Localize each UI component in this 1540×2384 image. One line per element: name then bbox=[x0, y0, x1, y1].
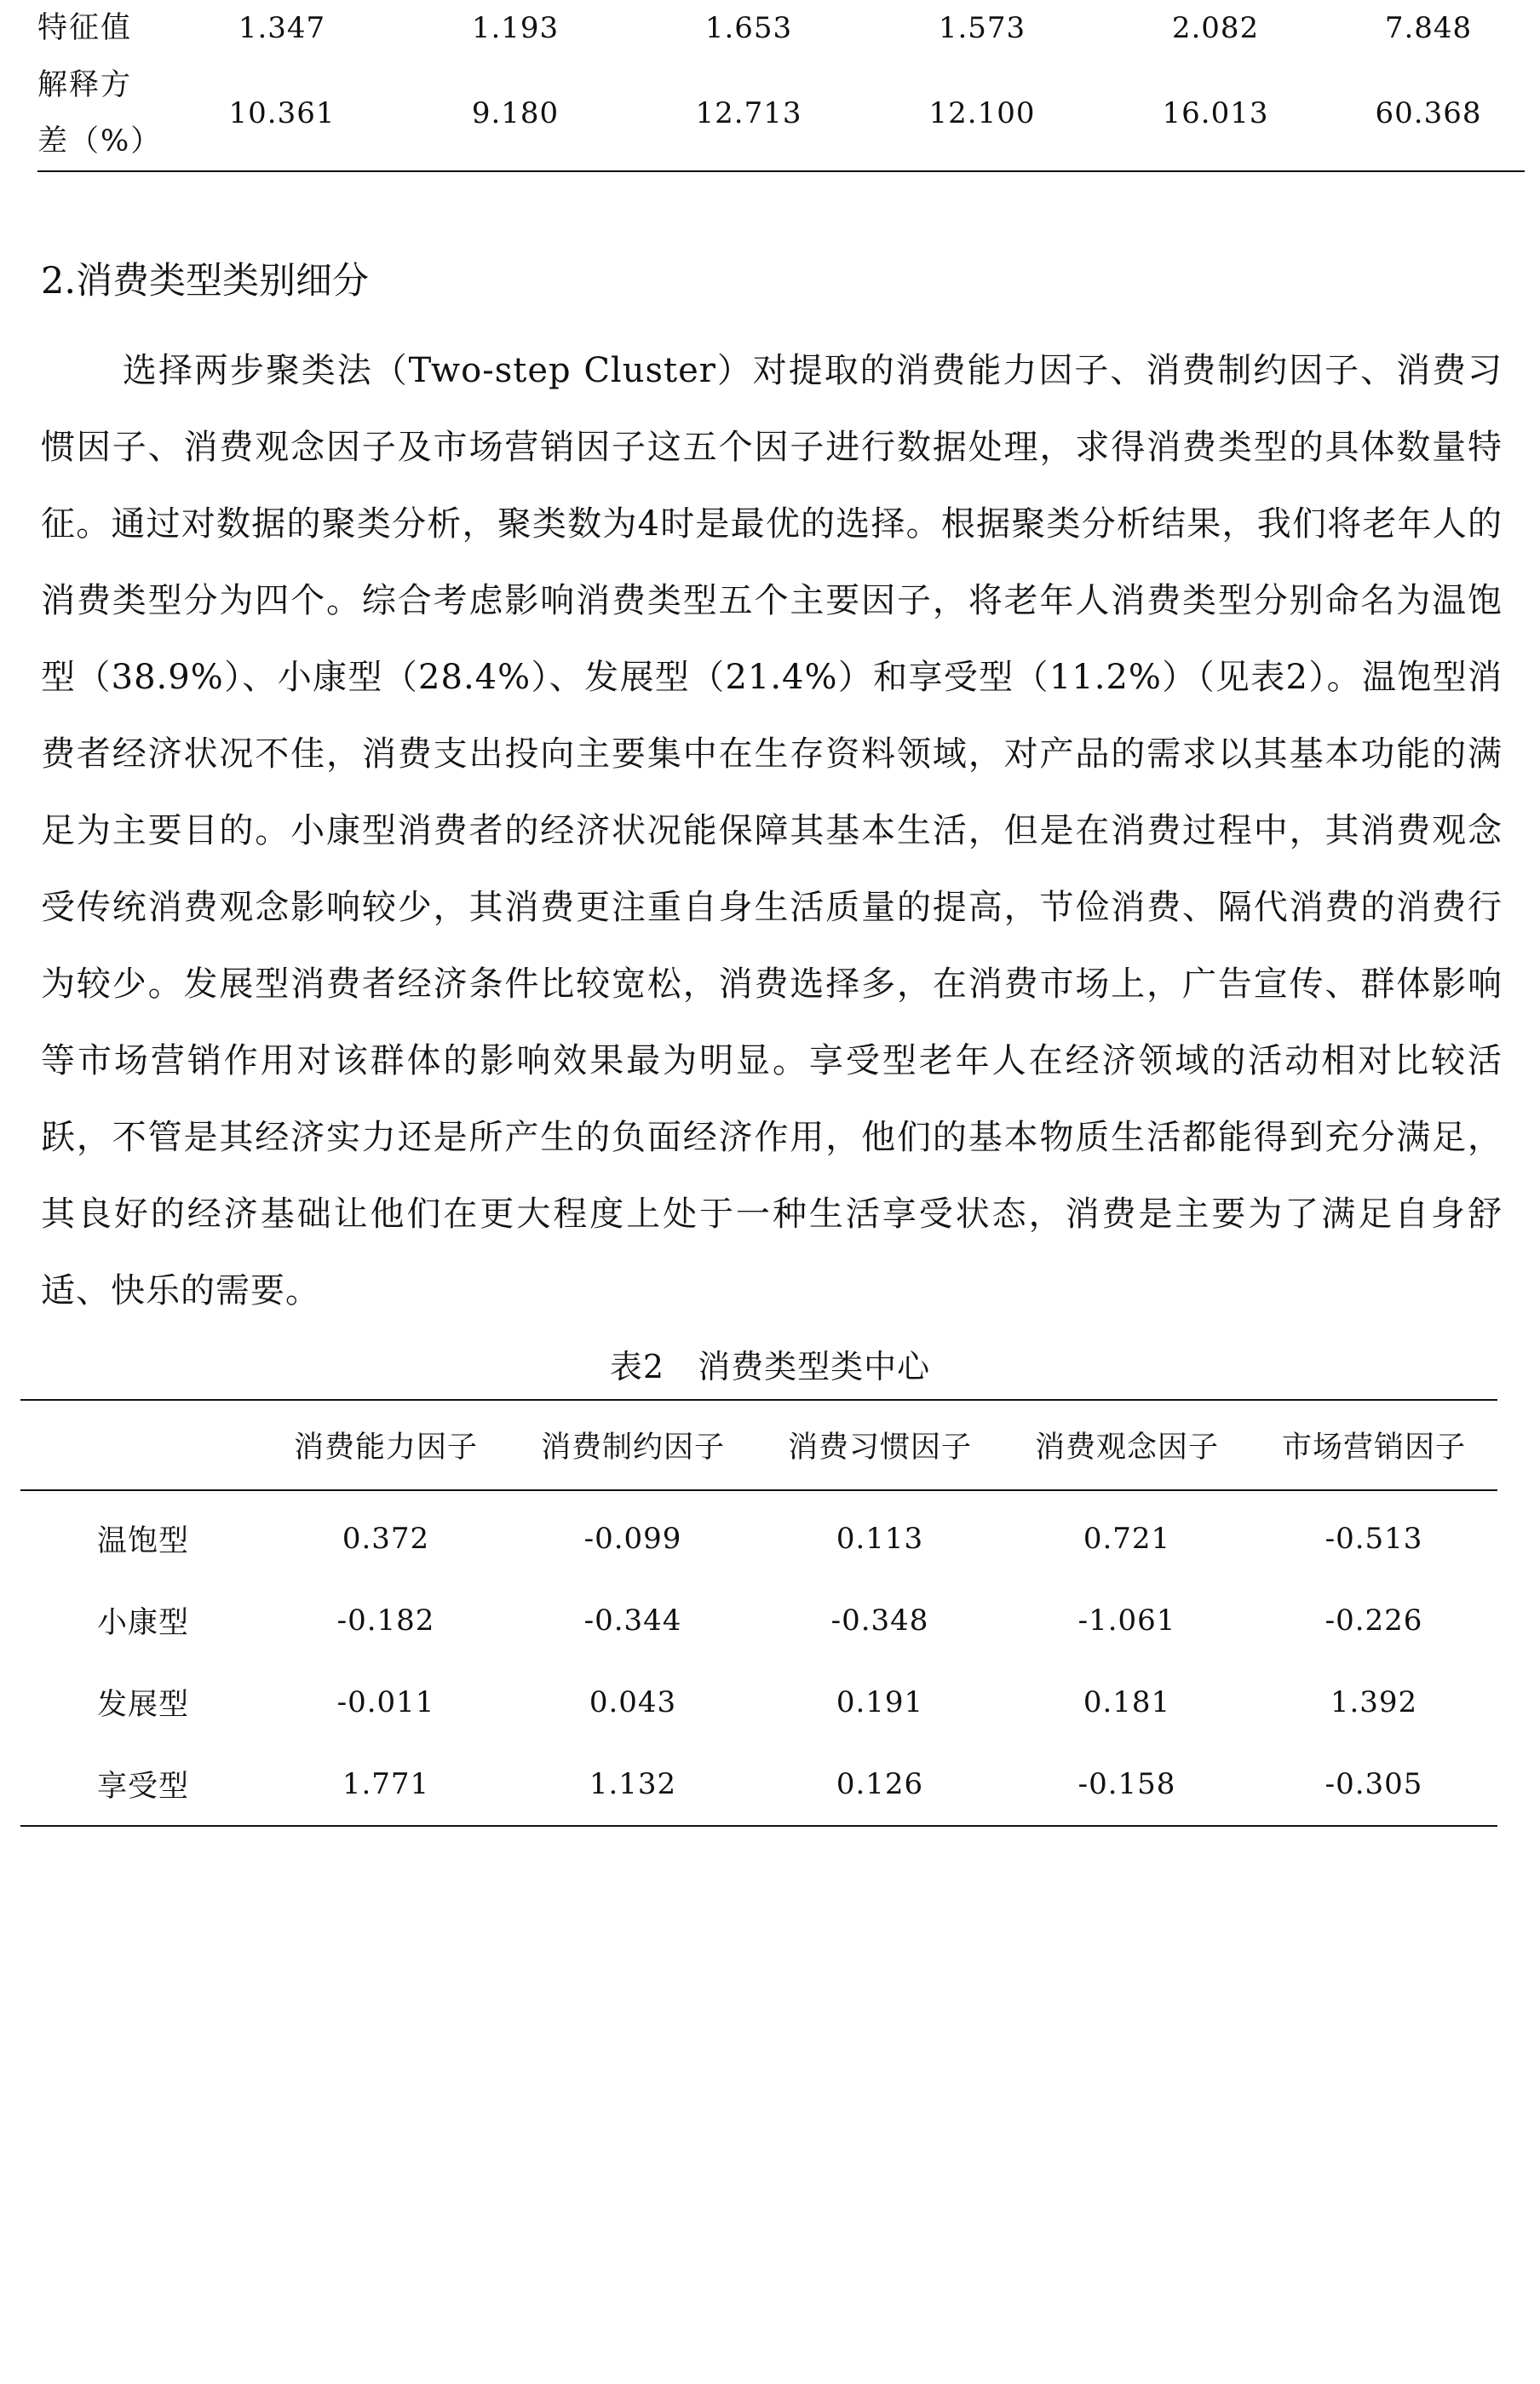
table-cell: -0.011 bbox=[336, 1685, 435, 1719]
table-cell: -1.061 bbox=[1077, 1604, 1176, 1638]
table-row bbox=[20, 1661, 1497, 1743]
row-label bbox=[37, 0, 165, 56]
table-cell: -0.305 bbox=[1325, 1767, 1423, 1801]
table-cell: 1.653 bbox=[704, 11, 793, 45]
body-paragraph: 选择两步聚类法（Two-step Cluster）对提取的消费能力因子、消费制约因子、消费习惯因子、消费观念因子及市场营销因子这五个因子进行数据处理，求得消费类型的具体数量特征。通过对数据的聚类分析，聚类数为4时是最优的选择。根据聚类分析结果，我们将老年人的消费类型分为四个。综合考虑影响消费类型五个主要因子，将老年人消费类型分别命名为温饱型（38.9%）、小康型（28.4%）、发展型（21.4%）和享受型（11.2%）（见表2）。温饱型消费者经济状况不佳，消费支出投向主要集中在生存资料领域，对产品的需求以其基本功能的满足为主要目的。小康型消费者的经济状况能保障其基本生活，但是在消费过程中，其消费观念受传统消费观念影响较少，其消费更注重自身生活质量的提高，节俭消费、隔代消费的消费行为较少。发展型消费者经济条件比较宽松，消费选择多，在消费市场上，广告宣传、群体影响等市场营销作用对该群体的影响效果最为明显。享受型老年人在经济领域的活动相对比较活跃，不管是其经济实力还是所产生的负面经济作用，他们的基本物质生活都能得到充分满足，其良好的经济基础让他们在更大程度上处于一种生活享受状态，消费是主要为了满足自身舒适、快乐的需要。 bbox=[41, 351, 1503, 1310]
table-cell: 0.721 bbox=[1083, 1522, 1171, 1556]
table-cell: -0.182 bbox=[336, 1604, 435, 1638]
table-cell: 7.848 bbox=[1384, 11, 1473, 45]
row-label-line: 解释方 bbox=[37, 68, 133, 102]
table-cell: -0.099 bbox=[583, 1522, 682, 1556]
table-cell: -0.226 bbox=[1325, 1604, 1423, 1638]
table-cell: 0.191 bbox=[836, 1685, 924, 1719]
table-row bbox=[20, 1580, 1497, 1661]
table-caption: 表2 消费类型类中心 bbox=[609, 1348, 931, 1385]
table-cell: 0.372 bbox=[342, 1522, 430, 1556]
table-cell: 12.100 bbox=[928, 96, 1036, 130]
cluster-center-table bbox=[20, 1399, 1497, 1827]
table-cell: -0.344 bbox=[583, 1604, 682, 1638]
column-header bbox=[20, 1400, 262, 1490]
table-cell: 16.013 bbox=[1162, 96, 1269, 130]
table-cell: 1.193 bbox=[471, 11, 560, 45]
column-header: 市场营销因子 bbox=[1250, 1400, 1497, 1490]
column-header: 消费习惯因子 bbox=[756, 1400, 1003, 1490]
table-row bbox=[20, 1743, 1497, 1826]
table-row bbox=[20, 1490, 1497, 1580]
row-label-text: 特征值 bbox=[37, 11, 133, 45]
table-cell: 1.347 bbox=[238, 11, 326, 45]
section-heading: 2.消费类型类别细分 bbox=[41, 260, 370, 302]
table-cell: 2.082 bbox=[1171, 11, 1260, 45]
table-cell: 60.368 bbox=[1375, 96, 1482, 130]
table-cell: -0.158 bbox=[1077, 1767, 1176, 1801]
factor-variance-table bbox=[37, 0, 1525, 172]
table-cell: -0.513 bbox=[1325, 1522, 1423, 1556]
table-cell: 1.771 bbox=[342, 1767, 430, 1801]
table-cell: 0.113 bbox=[836, 1522, 924, 1556]
row-label: 小康型 bbox=[97, 1606, 190, 1640]
table-cell: -0.348 bbox=[830, 1604, 929, 1638]
table-cell: 1.573 bbox=[938, 11, 1026, 45]
row-label: 温饱型 bbox=[97, 1524, 190, 1558]
row-label bbox=[37, 56, 165, 171]
table-cell: 0.043 bbox=[589, 1685, 677, 1719]
row-label: 享受型 bbox=[97, 1770, 190, 1804]
column-header: 消费观念因子 bbox=[1003, 1400, 1250, 1490]
table-cell: 0.126 bbox=[836, 1767, 924, 1801]
row-label: 发展型 bbox=[97, 1688, 190, 1722]
table-cell: 1.392 bbox=[1330, 1685, 1418, 1719]
table-row-explained-variance bbox=[37, 56, 1525, 171]
table-cell: 1.132 bbox=[589, 1767, 677, 1801]
column-header: 消费制约因子 bbox=[509, 1400, 756, 1490]
table-cell: 9.180 bbox=[471, 96, 560, 130]
table-cell: 10.361 bbox=[228, 96, 336, 130]
table-header-row bbox=[20, 1400, 1497, 1490]
table-cell: 0.181 bbox=[1083, 1685, 1171, 1719]
column-header: 消费能力因子 bbox=[262, 1400, 509, 1490]
table-cell: 12.713 bbox=[695, 96, 802, 130]
table-row-eigenvalue bbox=[37, 0, 1525, 56]
row-label-line: 差（%） bbox=[37, 124, 163, 158]
